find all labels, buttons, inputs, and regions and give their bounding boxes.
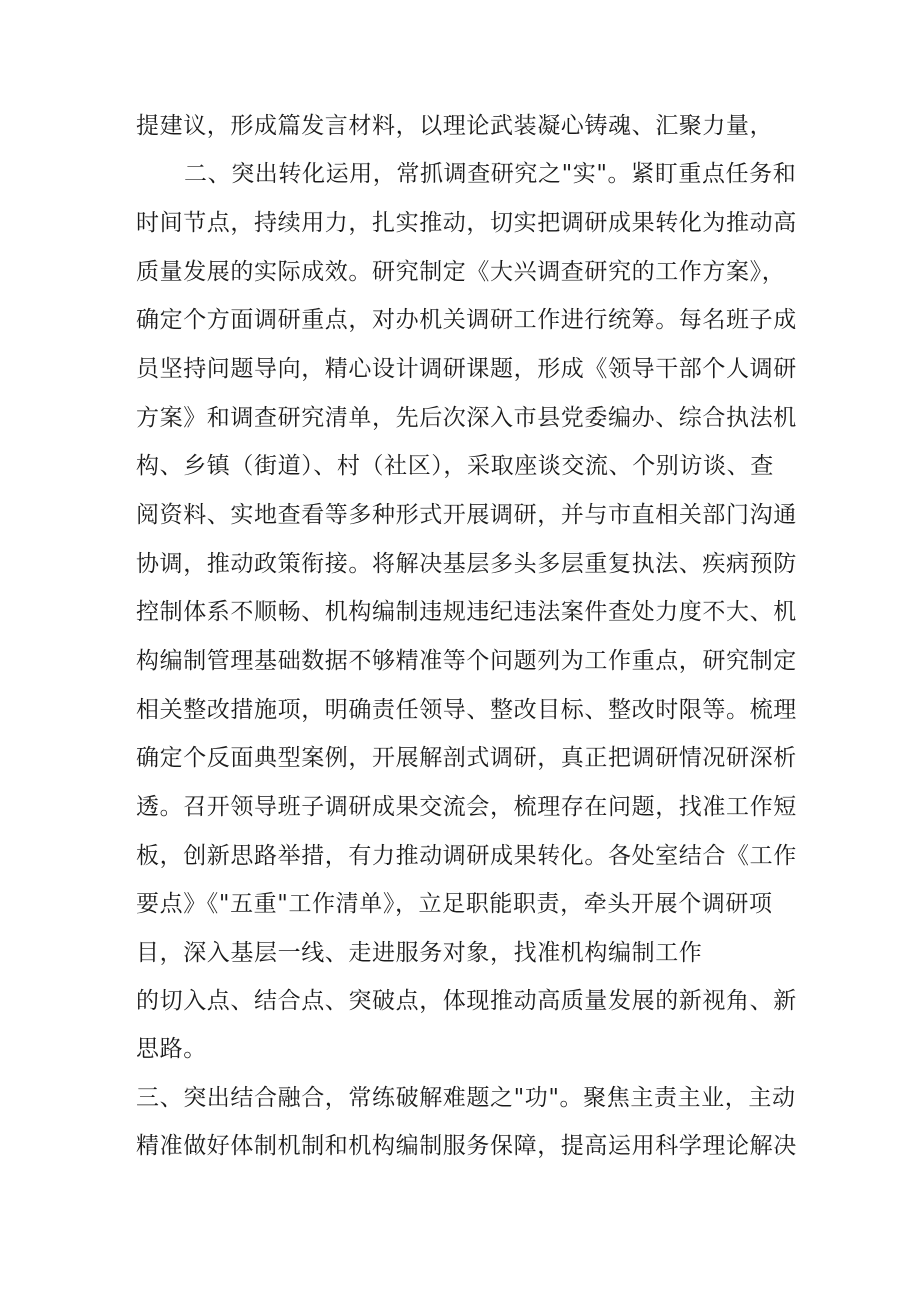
- text-line: 确定个反面典型案例，开展解剖式调研，真正把调研情况研深析: [136, 745, 797, 771]
- text-line: 透。召开领导班子调研成果交流会，梳理存在问题，找准工作短: [136, 794, 797, 820]
- text-line: 的切入点、结合点、突破点，体现推动高质量发展的新视角、新: [136, 988, 797, 1014]
- text-line: 目，深入基层一线、走进服务对象，找准机构编制工作: [136, 940, 703, 966]
- section-three-heading-line: 三、突出结合融合，常练破解难题之"功"。聚焦主责主业，主动: [136, 1085, 796, 1111]
- section-two-heading-line: 二、突出转化运用，常抓调查研究之"实"。紧盯重点任务和: [184, 161, 797, 187]
- text-line: 确定个方面调研重点，对办机关调研工作进行统筹。每名班子成: [136, 307, 797, 333]
- text-line: 思路。: [136, 1036, 207, 1062]
- text-line: 协调，推动政策衔接。将解决基层多头多层重复执法、疾病预防: [136, 551, 797, 577]
- text-line: 控制体系不顺畅、机构编制违规违纪违法案件查处力度不大、机: [136, 599, 797, 625]
- text-line: 构编制管理基础数据不够精准等个问题列为工作重点，研究制定: [136, 648, 797, 674]
- text-line: 构、乡镇（街道）、村（社区），采取座谈交流、个别访谈、查: [136, 453, 774, 479]
- text-line: 精准做好体制机制和机构编制服务保障，提高运用科学理论解决: [136, 1133, 797, 1159]
- text-line: 板，创新思路举措，有力推动调研成果转化。各处室结合《工作: [136, 843, 797, 869]
- text-line: 员坚持问题导向，精心设计调研课题，形成《领导干部个人调研: [136, 356, 797, 382]
- text-line: 相关整改措施项，明确责任领导、整改目标、整改时限等。梳理: [136, 697, 797, 723]
- text-line: 方案》和调查研究清单，先后次深入市县党委编办、综合执法机: [136, 405, 797, 431]
- text-line: 时间节点，持续用力，扎实推动，切实把调研成果转化为推动高: [136, 210, 797, 236]
- text-line: 要点》《"五重"工作清单》，立足职能职责，牵头开展个调研项: [136, 891, 773, 917]
- text-line: 提建议，形成篇发言材料，以理论武装凝心铸魂、汇聚力量，: [136, 113, 774, 139]
- text-line: 阅资料、实地查看等多种形式开展调研，并与市直相关部门沟通: [136, 502, 797, 528]
- text-line: 质量发展的实际成效。研究制定《大兴调查研究的工作方案》，: [136, 259, 786, 285]
